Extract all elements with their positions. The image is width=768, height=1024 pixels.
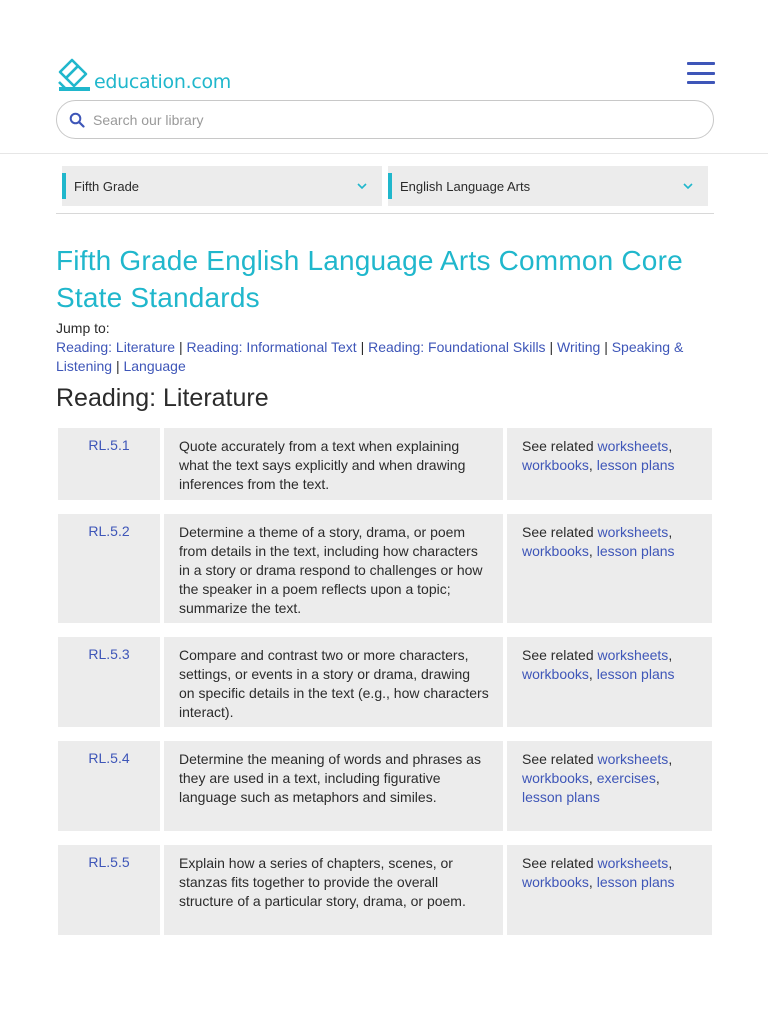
link-separator: | <box>178 339 183 355</box>
subject-select[interactable] <box>388 166 708 206</box>
related-prefix: See related <box>522 647 594 663</box>
standard-code-link[interactable]: RL.5.4 <box>88 750 130 766</box>
related-resources-cell: See related worksheets, workbooks, lesson plans <box>507 428 712 500</box>
related-worksheets-link[interactable]: worksheets <box>597 855 669 871</box>
standard-code-cell <box>58 845 160 935</box>
education-logo-icon <box>56 58 92 94</box>
related-worksheets-link[interactable]: worksheets <box>597 438 669 454</box>
related-resources-cell: See related worksheets, workbooks, lesson plans <box>507 845 712 935</box>
standard-code-cell <box>58 428 160 500</box>
table-row <box>58 514 712 623</box>
link-separator: | <box>549 339 554 355</box>
related-lesson-plans-link[interactable]: lesson plans <box>596 666 675 682</box>
chevron-down-icon <box>682 180 694 192</box>
related-resources-cell: See related worksheets, workbooks, lesson plans <box>507 514 712 623</box>
standard-code-link[interactable]: RL.5.3 <box>88 646 130 662</box>
menu-line-icon <box>687 72 715 75</box>
related-lesson-plans-link[interactable]: lesson plans <box>596 543 675 559</box>
related-resources-cell: See related worksheets, workbooks, lesson plans <box>507 637 712 727</box>
related-prefix: See related <box>522 438 594 454</box>
related-workbooks-link[interactable]: workbooks <box>522 457 589 473</box>
related-workbooks-link[interactable]: workbooks <box>522 666 589 682</box>
site-header <box>0 0 768 154</box>
table-row <box>58 741 712 831</box>
related-workbooks-link[interactable]: workbooks <box>522 770 589 786</box>
jump-link-reading-foundational-skills[interactable]: Reading: Foundational Skills <box>368 339 546 355</box>
jump-link-speaking-listening[interactable]: Speaking & Listening <box>56 339 684 374</box>
jump-to-nav <box>56 319 716 376</box>
related-lesson-plans-link[interactable]: lesson plans <box>596 457 675 473</box>
filter-bar <box>56 166 714 214</box>
standards-table <box>58 428 712 949</box>
related-workbooks-link[interactable]: workbooks <box>522 543 589 559</box>
table-row <box>58 845 712 935</box>
jump-link-reading-informational-text[interactable]: Reading: Informational Text <box>186 339 357 355</box>
related-worksheets-link[interactable]: worksheets <box>597 751 669 767</box>
standard-code-cell <box>58 514 160 623</box>
standard-description: Compare and contrast two or more characters, settings, or events in a story or drama, drawing on specific details in the text (e.g., how characters interact). <box>164 637 503 727</box>
accent-bar <box>62 173 66 199</box>
section-title: Reading: Literature <box>56 384 269 412</box>
standard-description: Determine the meaning of words and phrases as they are used in a text, including figurative language such as metaphors and similes. <box>164 741 503 831</box>
jump-link-writing[interactable]: Writing <box>556 339 601 355</box>
link-separator: | <box>604 339 608 355</box>
standard-code-link[interactable]: RL.5.2 <box>88 523 130 539</box>
standard-code-link[interactable]: RL.5.5 <box>88 854 130 870</box>
subject-select-value: English Language Arts <box>400 178 531 194</box>
related-exercises-link[interactable]: exercises <box>596 770 656 786</box>
jump-link-reading-literature[interactable]: Reading: Literature <box>56 339 176 355</box>
related-lesson-plans-link[interactable]: lesson plans <box>596 874 675 890</box>
search-icon[interactable] <box>69 112 85 128</box>
jump-link-language[interactable]: Language <box>123 358 186 374</box>
grade-select[interactable] <box>62 166 382 206</box>
hamburger-menu-button[interactable] <box>686 60 716 86</box>
chevron-down-icon <box>356 180 368 192</box>
accent-bar <box>388 173 392 199</box>
search-input[interactable] <box>93 112 673 128</box>
site-logo[interactable] <box>56 54 231 94</box>
grade-select-value: Fifth Grade <box>74 178 140 194</box>
table-row <box>58 637 712 727</box>
related-worksheets-link[interactable]: worksheets <box>597 647 669 663</box>
link-separator: | <box>115 358 120 374</box>
related-prefix: See related <box>522 855 594 871</box>
logo-text: education.com <box>94 71 231 93</box>
standard-code-link[interactable]: RL.5.1 <box>88 437 130 453</box>
standard-description: Explain how a series of chapters, scenes, or stanzas fits together to provide the overall structure of a particular story, drama, or poem. <box>164 845 503 935</box>
menu-line-icon <box>687 81 715 84</box>
menu-line-icon <box>687 62 715 65</box>
page-title: Fifth Grade English Language Arts Common Core State Standards <box>56 245 683 313</box>
standard-code-cell <box>58 637 160 727</box>
jump-to-links <box>56 338 716 376</box>
related-prefix: See related <box>522 524 594 540</box>
table-row <box>58 428 712 500</box>
standard-description: Determine a theme of a story, drama, or poem from details in the text, including how characters in a story or drama respond to challenges or how the speaker in a poem reflects upon a topic; summarize the text. <box>164 514 503 623</box>
related-workbooks-link[interactable]: workbooks <box>522 874 589 890</box>
standard-code-cell <box>58 741 160 831</box>
related-resources-cell: See related worksheets, workbooks, exercises, lesson plans <box>507 741 712 831</box>
jump-to-label: Jump to: <box>56 320 110 336</box>
related-worksheets-link[interactable]: worksheets <box>597 524 669 540</box>
related-lesson-plans-link[interactable]: lesson plans <box>522 789 600 805</box>
link-separator: | <box>360 339 365 355</box>
standard-description: Quote accurately from a text when explaining what the text says explicitly and when drawing inferences from the text. <box>164 428 503 500</box>
search-bar <box>56 100 714 139</box>
related-prefix: See related <box>522 751 594 767</box>
